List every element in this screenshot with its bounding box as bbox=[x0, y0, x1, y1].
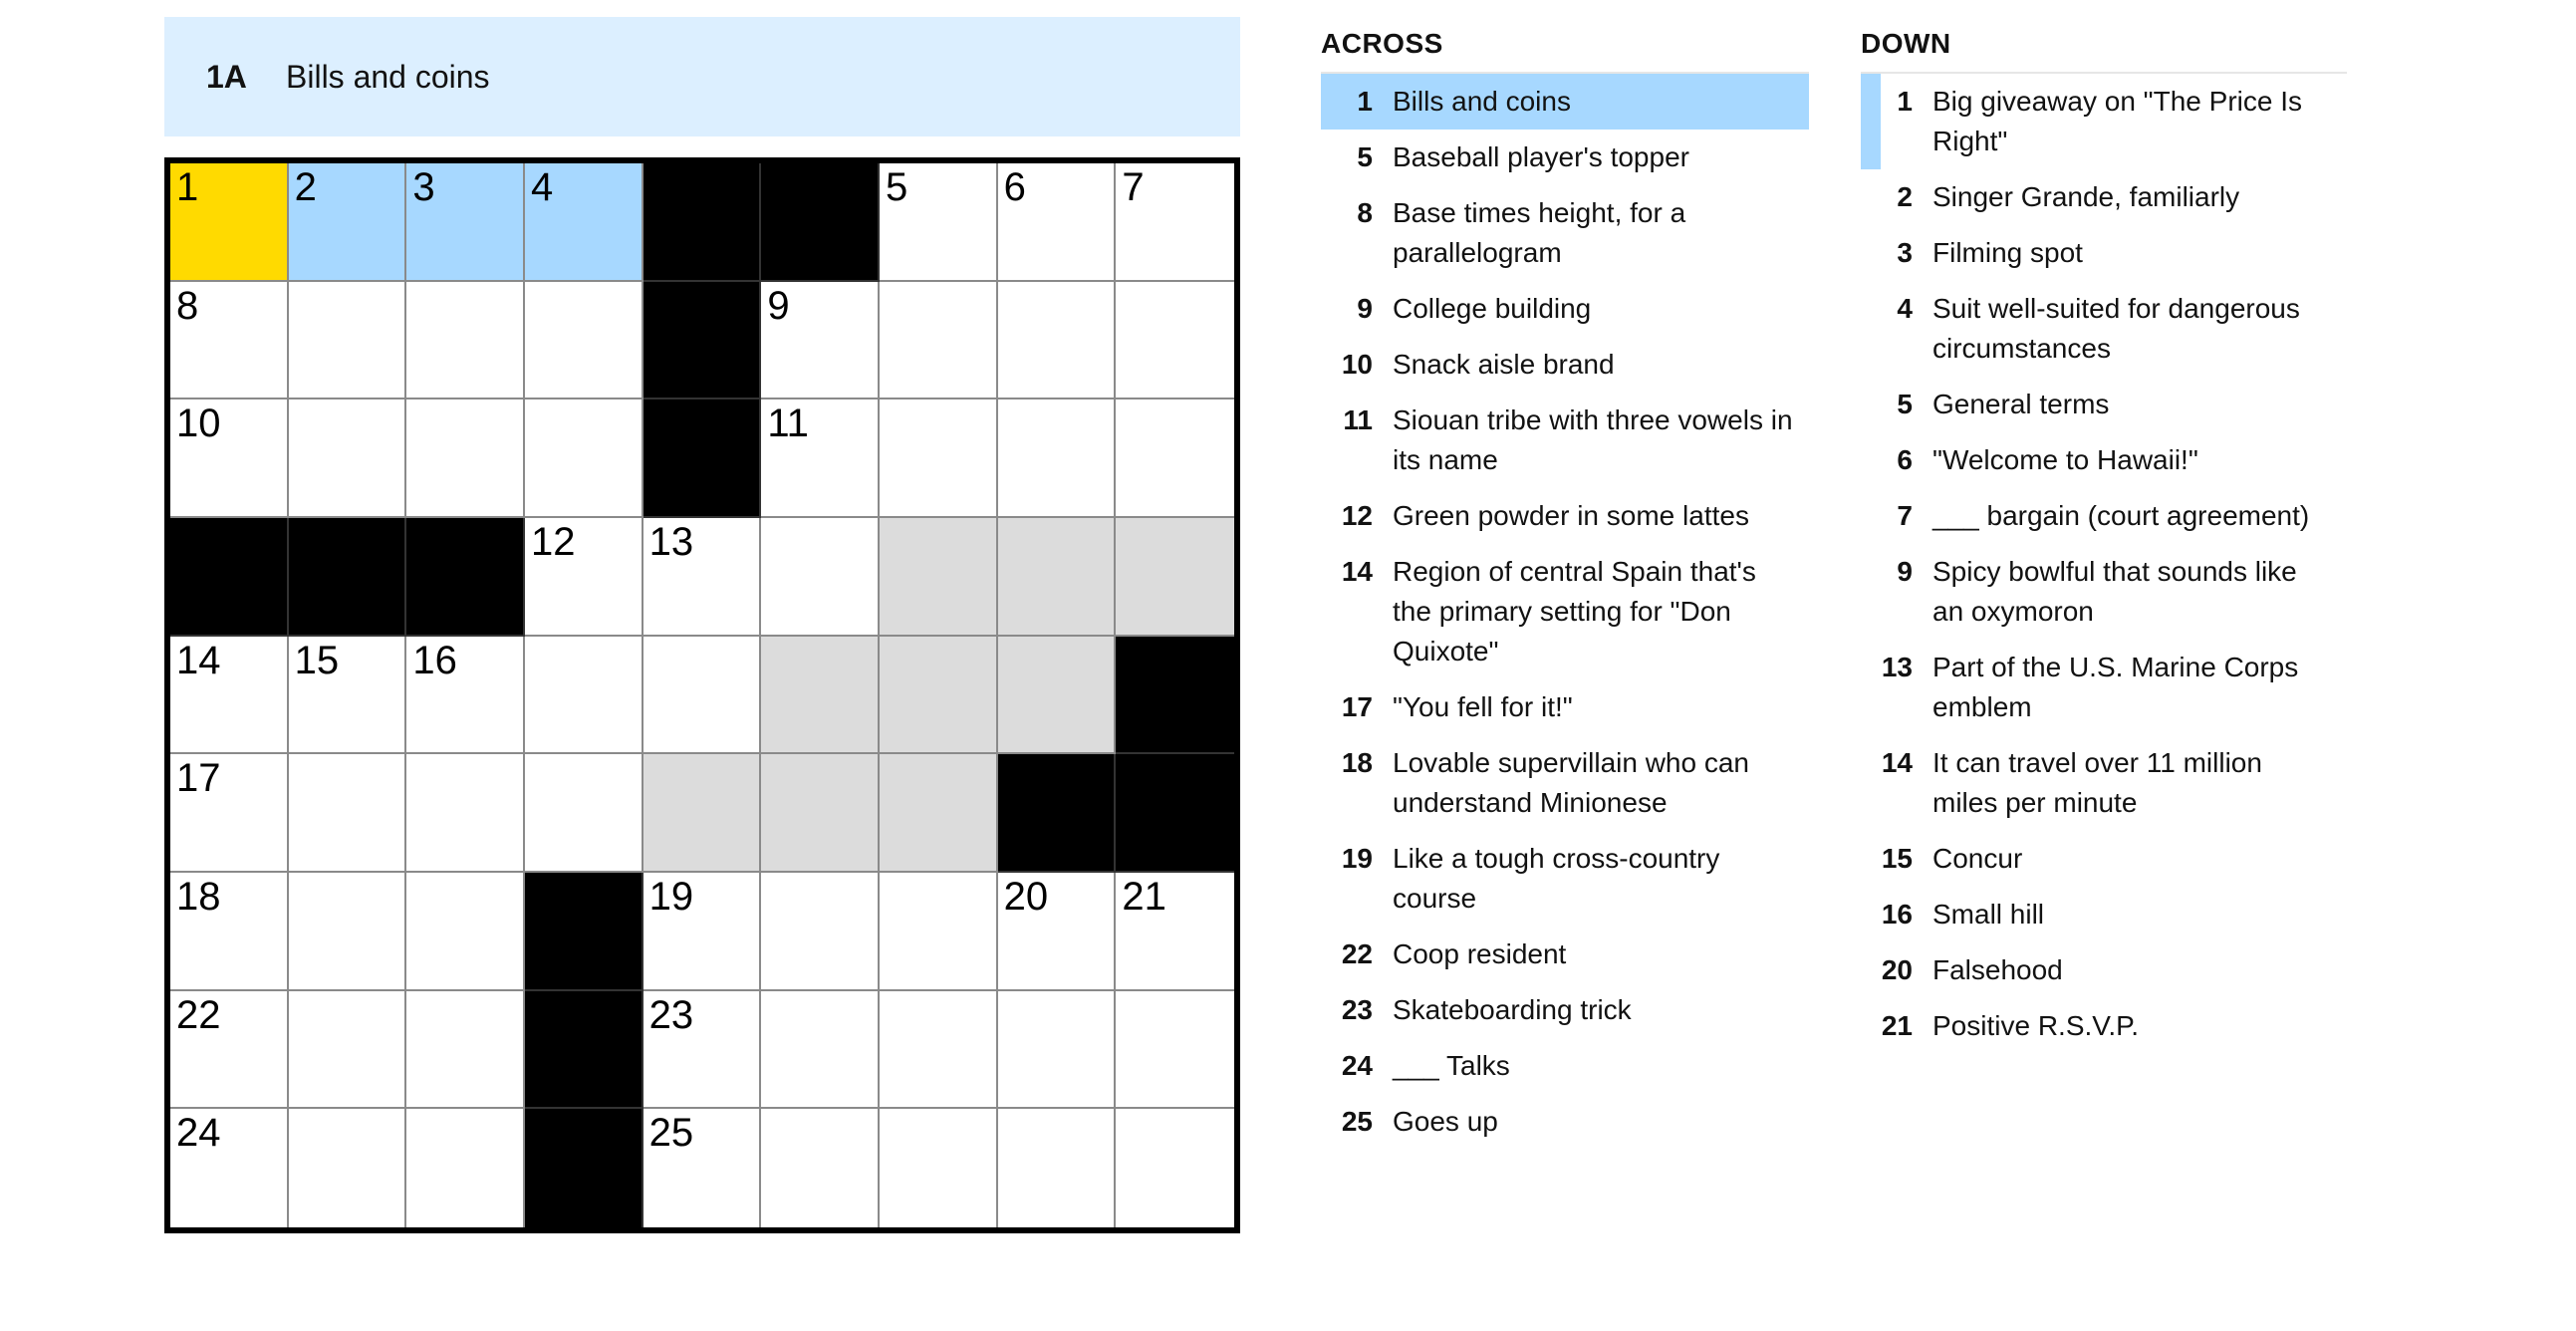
clue-number: 19 bbox=[1341, 843, 1373, 874]
cell-number: 7 bbox=[1122, 165, 1145, 209]
clue-text: Falsehood bbox=[1932, 954, 2063, 985]
black-square bbox=[406, 518, 525, 637]
across-clue-9[interactable] bbox=[1321, 281, 1809, 337]
clue-number: 13 bbox=[1881, 652, 1913, 682]
across-clue-11[interactable] bbox=[1321, 393, 1809, 488]
grid-cell[interactable] bbox=[998, 163, 1117, 282]
clue-number: 7 bbox=[1897, 500, 1913, 531]
clue-number: 6 bbox=[1897, 444, 1913, 475]
cell-number: 14 bbox=[176, 638, 221, 682]
black-square bbox=[761, 163, 880, 282]
cell-number: 9 bbox=[767, 283, 790, 328]
black-square bbox=[170, 518, 289, 637]
cell-number: 24 bbox=[176, 1111, 221, 1156]
cell-number: 5 bbox=[885, 165, 908, 209]
grid-cell[interactable] bbox=[289, 637, 407, 755]
across-heading: ACROSS bbox=[1321, 24, 1809, 74]
cell-number: 17 bbox=[176, 756, 221, 801]
cell-number: 4 bbox=[530, 165, 554, 209]
clue-text: Green powder in some lattes bbox=[1393, 500, 1749, 531]
clue-number: 23 bbox=[1341, 994, 1373, 1025]
grid-cell[interactable] bbox=[1116, 163, 1234, 282]
cell-number: 15 bbox=[294, 638, 340, 682]
grid-cell[interactable] bbox=[644, 518, 762, 637]
clue-text: Singer Grande, familiarly bbox=[1932, 181, 2240, 212]
grid-cell[interactable] bbox=[761, 873, 880, 991]
grid-cell[interactable] bbox=[761, 754, 880, 873]
across-clue-1[interactable] bbox=[1321, 74, 1809, 130]
cell-number: 18 bbox=[176, 874, 221, 919]
grid-cell[interactable] bbox=[761, 518, 880, 637]
clue-text: "You fell for it!" bbox=[1393, 691, 1573, 722]
grid-cell[interactable] bbox=[406, 399, 525, 518]
cell-number: 2 bbox=[294, 165, 317, 209]
black-square bbox=[525, 991, 644, 1110]
across-clue-10[interactable] bbox=[1321, 337, 1809, 393]
across-clue-23[interactable] bbox=[1321, 982, 1809, 1038]
cell-number: 23 bbox=[648, 992, 694, 1037]
grid-cell[interactable] bbox=[880, 518, 998, 637]
clue-text: Lovable supervillain who can understand Minionese bbox=[1393, 747, 1749, 818]
across-clues-panel bbox=[1321, 24, 1809, 1150]
down-clue-13[interactable] bbox=[1861, 640, 2347, 735]
grid-cell[interactable] bbox=[880, 399, 998, 518]
grid-cell[interactable] bbox=[998, 873, 1117, 991]
clue-number: 4 bbox=[1897, 293, 1913, 324]
clue-text: Baseball player's topper bbox=[1393, 141, 1689, 172]
grid-cell[interactable] bbox=[880, 282, 998, 400]
grid-cell[interactable] bbox=[289, 754, 407, 873]
cell-number: 19 bbox=[648, 874, 694, 919]
grid-cell[interactable] bbox=[525, 399, 644, 518]
grid-cell[interactable] bbox=[644, 873, 762, 991]
cell-number: 16 bbox=[412, 638, 457, 682]
down-clue-1[interactable] bbox=[1861, 74, 2347, 169]
grid-cell[interactable] bbox=[761, 282, 880, 400]
down-clue-14[interactable] bbox=[1861, 735, 2347, 831]
clue-text: General terms bbox=[1932, 389, 2110, 419]
clue-number: 1 bbox=[1357, 86, 1373, 117]
clue-text: Coop resident bbox=[1393, 938, 1567, 969]
clue-number: 18 bbox=[1341, 747, 1373, 778]
clue-number: 11 bbox=[1343, 404, 1373, 435]
grid-cell[interactable] bbox=[289, 1109, 407, 1227]
down-clue-15[interactable] bbox=[1861, 831, 2347, 887]
crossword-grid[interactable] bbox=[164, 157, 1240, 1233]
clue-text: Spicy bowlful that sounds like an oxymoron bbox=[1932, 556, 2297, 627]
grid-cell[interactable] bbox=[289, 991, 407, 1110]
clue-text: It can travel over 11 million miles per minute bbox=[1932, 747, 2262, 818]
down-clue-3[interactable] bbox=[1861, 225, 2347, 281]
grid-cell[interactable] bbox=[644, 1109, 762, 1227]
cell-number: 25 bbox=[648, 1111, 694, 1156]
cell-number: 21 bbox=[1122, 874, 1166, 919]
clue-text: ___ Talks bbox=[1393, 1050, 1510, 1081]
black-square bbox=[1116, 637, 1234, 755]
grid-cell[interactable] bbox=[998, 991, 1117, 1110]
across-clue-25[interactable] bbox=[1321, 1094, 1809, 1150]
clue-number: 12 bbox=[1341, 500, 1373, 531]
down-clue-2[interactable] bbox=[1861, 169, 2347, 225]
grid-cell[interactable] bbox=[406, 1109, 525, 1227]
clue-number: 16 bbox=[1881, 899, 1913, 930]
cell-number: 10 bbox=[176, 401, 221, 446]
cell-number: 1 bbox=[176, 165, 199, 209]
grid-cell[interactable] bbox=[1116, 518, 1234, 637]
grid-cell[interactable] bbox=[998, 282, 1117, 400]
down-heading: DOWN bbox=[1861, 24, 2347, 74]
down-clue-7[interactable] bbox=[1861, 488, 2347, 544]
grid-cell[interactable] bbox=[406, 163, 525, 282]
across-clue-18[interactable] bbox=[1321, 735, 1809, 831]
grid-cell[interactable] bbox=[170, 399, 289, 518]
black-square bbox=[644, 399, 762, 518]
grid-cell[interactable] bbox=[998, 399, 1117, 518]
down-clue-list bbox=[1861, 74, 2347, 1054]
across-clue-14[interactable] bbox=[1321, 544, 1809, 679]
grid-cell[interactable] bbox=[761, 991, 880, 1110]
current-clue-label: 1A bbox=[206, 58, 247, 95]
clue-number: 17 bbox=[1341, 691, 1373, 722]
clue-text: Part of the U.S. Marine Corps emblem bbox=[1932, 652, 2299, 722]
clue-text: Concur bbox=[1932, 843, 2023, 874]
clue-number: 21 bbox=[1881, 1010, 1913, 1041]
grid-cell[interactable] bbox=[761, 1109, 880, 1227]
clue-text: Skateboarding trick bbox=[1393, 994, 1632, 1025]
across-clue-8[interactable] bbox=[1321, 185, 1809, 281]
grid-cell[interactable] bbox=[289, 873, 407, 991]
clue-number: 24 bbox=[1341, 1050, 1373, 1081]
black-square bbox=[289, 518, 407, 637]
clue-text: College building bbox=[1393, 293, 1592, 324]
clue-text: ___ bargain (court agreement) bbox=[1932, 500, 2310, 531]
across-clue-12[interactable] bbox=[1321, 488, 1809, 544]
clue-text: Siouan tribe with three vowels in its name bbox=[1393, 404, 1793, 475]
clue-number: 14 bbox=[1341, 556, 1373, 587]
across-clue-24[interactable] bbox=[1321, 1038, 1809, 1094]
clue-text: Filming spot bbox=[1932, 237, 2083, 268]
clue-number: 9 bbox=[1897, 556, 1913, 587]
cell-number: 6 bbox=[1003, 165, 1026, 209]
clue-number: 15 bbox=[1881, 843, 1913, 874]
across-clue-19[interactable] bbox=[1321, 831, 1809, 927]
grid-cell[interactable] bbox=[761, 637, 880, 755]
grid-cell[interactable] bbox=[1116, 991, 1234, 1110]
grid-cell[interactable] bbox=[406, 754, 525, 873]
black-square bbox=[525, 873, 644, 991]
grid-cell[interactable] bbox=[525, 163, 644, 282]
grid-cell[interactable] bbox=[998, 1109, 1117, 1227]
clue-text: Suit well-suited for dangerous circumstances bbox=[1932, 293, 2300, 364]
clue-number: 10 bbox=[1341, 349, 1373, 380]
grid-cell[interactable] bbox=[289, 399, 407, 518]
down-clues-panel bbox=[1861, 24, 2347, 1054]
grid-cell[interactable] bbox=[406, 991, 525, 1110]
clue-text: Small hill bbox=[1932, 899, 2045, 930]
grid-cell[interactable] bbox=[525, 282, 644, 400]
clue-number: 22 bbox=[1341, 938, 1373, 969]
grid-cell[interactable] bbox=[880, 163, 998, 282]
grid-cell[interactable] bbox=[406, 637, 525, 755]
grid-cell[interactable] bbox=[170, 163, 289, 282]
grid-cell[interactable] bbox=[170, 873, 289, 991]
current-clue-bar[interactable] bbox=[164, 17, 1240, 136]
grid-cell[interactable] bbox=[289, 282, 407, 400]
grid-cell[interactable] bbox=[1116, 873, 1234, 991]
clue-number: 9 bbox=[1357, 293, 1373, 324]
clue-number: 5 bbox=[1897, 389, 1913, 419]
black-square bbox=[644, 282, 762, 400]
black-square bbox=[1116, 754, 1234, 873]
grid-cell[interactable] bbox=[170, 991, 289, 1110]
cell-number: 20 bbox=[1003, 874, 1049, 919]
grid-cell[interactable] bbox=[406, 873, 525, 991]
clue-number: 3 bbox=[1897, 237, 1913, 268]
clue-number: 25 bbox=[1341, 1106, 1373, 1137]
grid-cell[interactable] bbox=[761, 399, 880, 518]
down-clue-21[interactable] bbox=[1861, 998, 2347, 1054]
grid-cell[interactable] bbox=[170, 754, 289, 873]
grid-cell[interactable] bbox=[880, 991, 998, 1110]
across-clue-list bbox=[1321, 74, 1809, 1150]
grid-cell[interactable] bbox=[880, 873, 998, 991]
cell-number: 13 bbox=[648, 519, 694, 564]
black-square bbox=[525, 1109, 644, 1227]
cell-number: 11 bbox=[767, 401, 809, 446]
across-clue-5[interactable] bbox=[1321, 130, 1809, 185]
clue-number: 14 bbox=[1881, 747, 1913, 778]
grid-cell[interactable] bbox=[998, 518, 1117, 637]
down-clue-5[interactable] bbox=[1861, 377, 2347, 432]
down-clue-9[interactable] bbox=[1861, 544, 2347, 640]
grid-cell[interactable] bbox=[406, 282, 525, 400]
cell-number: 8 bbox=[176, 283, 199, 328]
clue-number: 1 bbox=[1897, 86, 1913, 117]
grid-cell[interactable] bbox=[170, 1109, 289, 1227]
clue-text: Positive R.S.V.P. bbox=[1932, 1010, 2140, 1041]
clue-text: Bills and coins bbox=[1393, 86, 1571, 117]
cell-number: 22 bbox=[176, 992, 221, 1037]
black-square bbox=[998, 754, 1117, 873]
grid-cell[interactable] bbox=[644, 991, 762, 1110]
clue-text: Goes up bbox=[1393, 1106, 1498, 1137]
clue-text: "Welcome to Hawaii!" bbox=[1932, 444, 2198, 475]
down-clue-4[interactable] bbox=[1861, 281, 2347, 377]
grid-cell[interactable] bbox=[525, 518, 644, 637]
current-clue-text: Bills and coins bbox=[286, 58, 490, 95]
grid-cell[interactable] bbox=[880, 754, 998, 873]
clue-text: Region of central Spain that's the primary setting for "Don Quixote" bbox=[1393, 556, 1756, 666]
cell-number: 12 bbox=[530, 519, 576, 564]
grid-cell[interactable] bbox=[170, 637, 289, 755]
grid-cell[interactable] bbox=[644, 754, 762, 873]
clue-text: Base times height, for a parallelogram bbox=[1393, 197, 1686, 268]
clue-text: Big giveaway on "The Price Is Right" bbox=[1932, 86, 2302, 156]
grid-cell[interactable] bbox=[1116, 399, 1234, 518]
down-clue-6[interactable] bbox=[1861, 432, 2347, 488]
down-clue-16[interactable] bbox=[1861, 887, 2347, 942]
down-clue-20[interactable] bbox=[1861, 942, 2347, 998]
grid-cell[interactable] bbox=[289, 163, 407, 282]
cell-number: 3 bbox=[412, 165, 435, 209]
grid-cell[interactable] bbox=[170, 282, 289, 400]
across-clue-22[interactable] bbox=[1321, 927, 1809, 982]
clue-text: Snack aisle brand bbox=[1393, 349, 1615, 380]
clue-number: 5 bbox=[1357, 141, 1373, 172]
black-square bbox=[644, 163, 762, 282]
grid-cell[interactable] bbox=[644, 637, 762, 755]
grid-cell[interactable] bbox=[1116, 1109, 1234, 1227]
grid-cell[interactable] bbox=[880, 637, 998, 755]
grid-cell[interactable] bbox=[525, 754, 644, 873]
across-clue-17[interactable] bbox=[1321, 679, 1809, 735]
grid-cell[interactable] bbox=[998, 637, 1117, 755]
grid-cell[interactable] bbox=[525, 637, 644, 755]
clue-number: 20 bbox=[1881, 954, 1913, 985]
grid-cell[interactable] bbox=[880, 1109, 998, 1227]
clue-number: 2 bbox=[1897, 181, 1913, 212]
clue-number: 8 bbox=[1357, 197, 1373, 228]
grid-cell[interactable] bbox=[1116, 282, 1234, 400]
clue-text: Like a tough cross-country course bbox=[1393, 843, 1720, 914]
